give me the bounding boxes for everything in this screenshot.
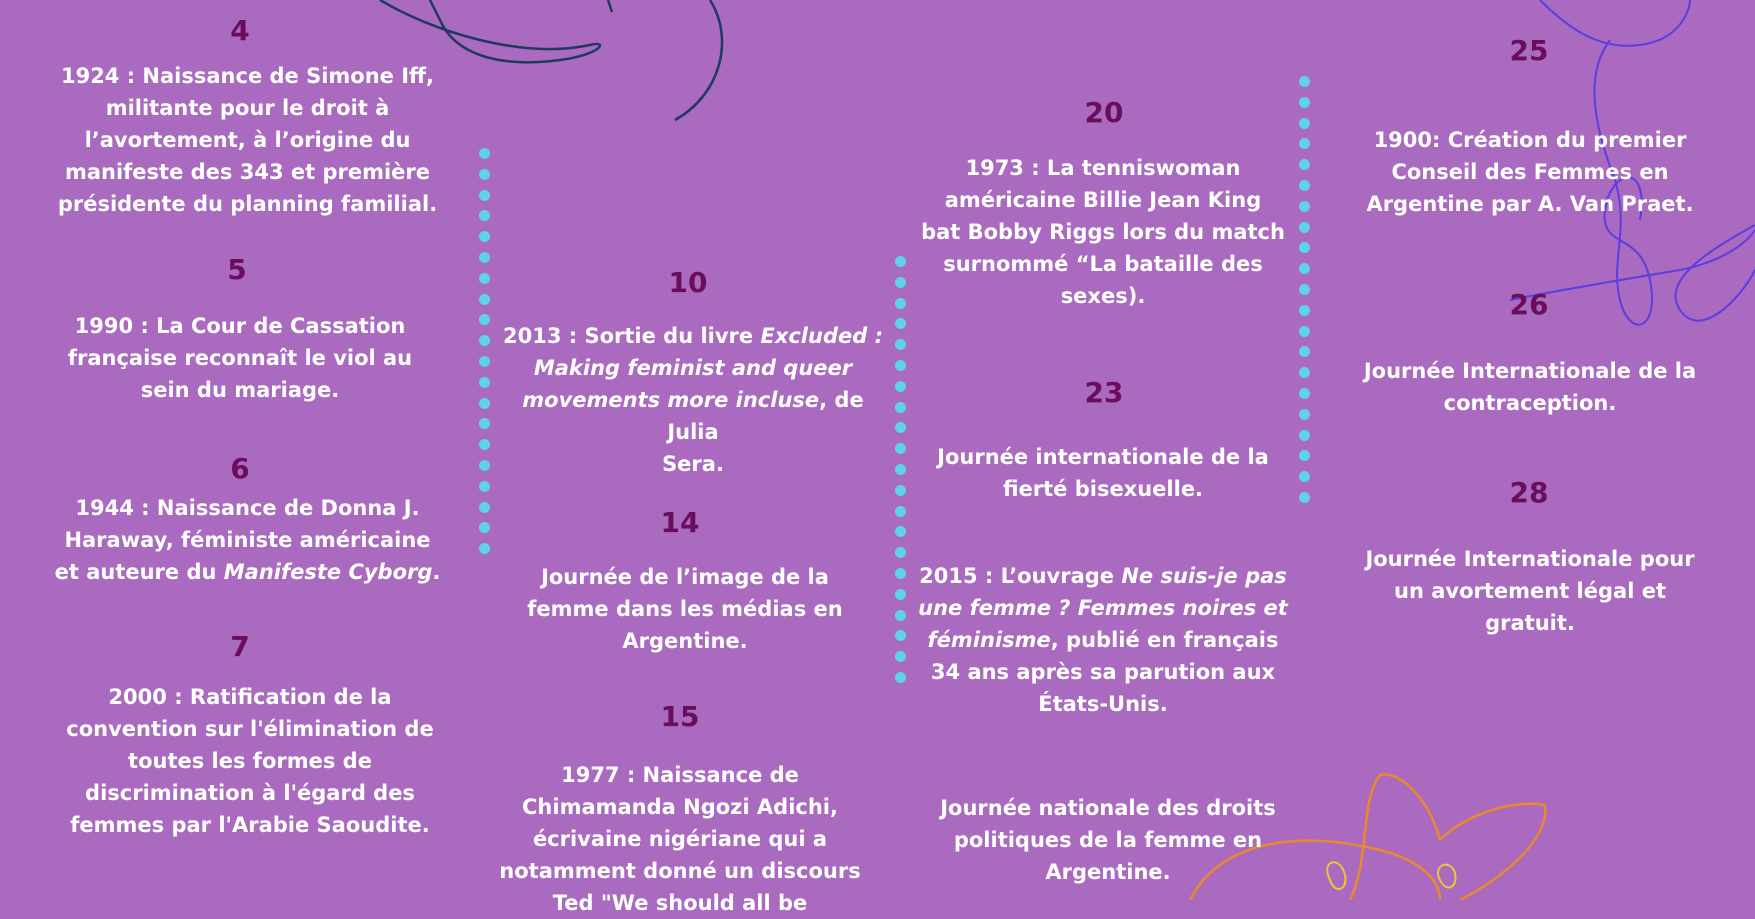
event-line — [50, 60, 445, 92]
text-run: discrimination à l'égard des — [85, 781, 415, 805]
text-run: 1900: Création du premier — [1373, 128, 1687, 152]
day-number: 5 — [227, 253, 247, 286]
italic-title-run: Excluded : — [760, 324, 883, 348]
event-line — [918, 441, 1288, 473]
italic-title-run: féminisme — [927, 628, 1051, 652]
text-run: convention sur l'élimination de — [66, 717, 434, 741]
text-run: 2000 : Ratification de la — [108, 685, 392, 709]
text-run: Journée Internationale pour — [1365, 547, 1695, 571]
text-run: américaine Billie Jean King — [944, 188, 1262, 212]
separator-dot — [1299, 326, 1310, 337]
separator-dot — [1299, 201, 1310, 212]
separator-dot — [479, 294, 490, 305]
separator-dot — [1299, 76, 1310, 87]
separator-dot — [895, 568, 906, 579]
text-run: Journée de l’image de la — [541, 565, 829, 589]
event-line — [498, 352, 888, 384]
event-text — [1360, 124, 1700, 220]
separator-dot — [1299, 305, 1310, 316]
text-run: Journée nationale des droits — [940, 796, 1276, 820]
separator-dot — [895, 402, 906, 413]
event-text — [50, 310, 430, 406]
separator-dot — [479, 439, 490, 450]
text-run: et auteure du — [54, 560, 224, 584]
day-number: 4 — [230, 14, 250, 47]
event-line — [505, 593, 865, 625]
separator-dot — [895, 277, 906, 288]
separator-dot — [1299, 263, 1310, 274]
separator-dot — [479, 418, 490, 429]
event-text — [495, 759, 865, 919]
day-number: 28 — [1509, 476, 1549, 509]
separator-dot — [479, 148, 490, 159]
event-line — [505, 625, 865, 657]
italic-title-run: une femme ? Femmes noires et — [918, 596, 1288, 620]
event-line — [1360, 387, 1700, 419]
text-run: Argentine par A. Van Praet. — [1366, 192, 1694, 216]
event-line — [50, 681, 450, 713]
separator-dot — [1299, 242, 1310, 253]
event-line — [1360, 607, 1700, 639]
event-line — [50, 492, 445, 524]
separator-dot — [1299, 138, 1310, 149]
separator-dot — [895, 526, 906, 537]
event-line — [50, 777, 450, 809]
text-run: Argentine. — [1045, 860, 1171, 884]
separator-dot — [479, 460, 490, 471]
event-line — [1360, 575, 1700, 607]
separator-dot — [895, 256, 906, 267]
event-line — [50, 809, 450, 841]
text-run: sexes). — [1060, 284, 1146, 308]
separator-dot — [895, 547, 906, 558]
separator-dot — [895, 381, 906, 392]
separator-dot — [895, 422, 906, 433]
event-text — [50, 60, 445, 220]
separator-dot — [479, 502, 490, 513]
text-run: 1924 : Naissance de Simone Iff, — [60, 64, 435, 88]
day-number: 25 — [1509, 34, 1549, 67]
separator-dot — [479, 522, 490, 533]
text-run: Conseil des Femmes en — [1391, 160, 1669, 184]
separator-dot — [479, 273, 490, 284]
italic-title-run: Manifeste Cyborg — [223, 560, 433, 584]
event-line — [50, 374, 430, 406]
text-run: un avortement légal et — [1394, 579, 1666, 603]
separator-dot — [479, 377, 490, 388]
event-line — [1360, 188, 1700, 220]
event-line — [50, 524, 445, 556]
separator-dot — [479, 481, 490, 492]
separator-dot — [1299, 367, 1310, 378]
text-run: sein du mariage. — [140, 378, 340, 402]
event-line — [928, 792, 1288, 824]
separator-dot — [479, 314, 490, 325]
separator-dot — [479, 335, 490, 346]
day-number: 26 — [1509, 288, 1549, 321]
text-run: Argentine. — [622, 629, 748, 653]
text-run: 1973 : La tenniswoman — [965, 156, 1241, 180]
separator-dot — [895, 464, 906, 475]
event-line — [50, 156, 445, 188]
separator-dot — [895, 443, 906, 454]
separator-dot — [1299, 388, 1310, 399]
separator-dot — [1299, 492, 1310, 503]
separator-dot — [895, 630, 906, 641]
separator-dot — [479, 398, 490, 409]
event-text — [928, 792, 1288, 888]
event-line — [50, 556, 445, 588]
text-run: Journée Internationale de la — [1363, 359, 1697, 383]
event-line — [498, 384, 888, 448]
text-run: 34 ans après sa parution aux — [930, 660, 1276, 684]
text-run: contraception. — [1443, 391, 1617, 415]
event-line — [498, 448, 888, 480]
separator-dot — [895, 506, 906, 517]
text-run: 1990 : La Cour de Cassation — [74, 314, 406, 338]
event-line — [918, 688, 1288, 720]
day-number: 15 — [660, 700, 700, 733]
event-text — [505, 561, 865, 657]
event-text — [918, 441, 1288, 505]
separator-dot — [479, 356, 490, 367]
event-line — [918, 656, 1288, 688]
event-line — [498, 320, 888, 352]
text-run: Ted "We should all be — [552, 891, 808, 915]
separator-dot — [895, 485, 906, 496]
separator-dot — [1299, 222, 1310, 233]
text-run: 1944 : Naissance de Donna J. — [75, 496, 420, 520]
text-run: notamment donné un discours — [499, 859, 861, 883]
separator-dot — [1299, 471, 1310, 482]
separator-dot — [895, 360, 906, 371]
text-run: 1977 : Naissance de — [561, 763, 799, 787]
day-number: 14 — [660, 506, 700, 539]
day-number: 7 — [230, 630, 250, 663]
event-line — [1360, 355, 1700, 387]
day-number: 10 — [668, 266, 708, 299]
text-run: écrivaine nigériane qui a — [532, 827, 828, 851]
event-text — [918, 560, 1288, 720]
event-line — [918, 152, 1288, 184]
separator-dot — [1299, 409, 1310, 420]
text-run: , publié en français — [1050, 628, 1279, 652]
event-line — [918, 473, 1288, 505]
italic-title-run: Making feminist and queer — [533, 356, 853, 380]
event-line — [495, 759, 865, 791]
event-line — [50, 188, 445, 220]
separator-dot — [479, 190, 490, 201]
separator-dot — [1299, 118, 1310, 129]
text-run: militante pour le droit à — [105, 96, 390, 120]
separator-dot — [895, 651, 906, 662]
event-line — [50, 310, 430, 342]
text-run: 2015 : L’ouvrage — [919, 564, 1122, 588]
event-line — [928, 856, 1288, 888]
text-run: Sera. — [662, 452, 724, 476]
event-text — [1360, 355, 1700, 419]
event-line — [495, 887, 865, 919]
event-line — [928, 824, 1288, 856]
event-text — [1360, 543, 1700, 639]
separator-dot — [1299, 97, 1310, 108]
event-line — [918, 216, 1288, 248]
separator-dot — [1299, 284, 1310, 295]
text-run: gratuit. — [1485, 611, 1575, 635]
separator-dot — [1299, 430, 1310, 441]
event-line — [495, 855, 865, 887]
text-run: présidente du planning familial. — [57, 192, 438, 216]
text-run: États-Unis. — [1038, 692, 1168, 716]
event-line — [918, 184, 1288, 216]
event-line — [1360, 156, 1700, 188]
separator-dot — [1299, 346, 1310, 357]
text-run: bat Bobby Riggs lors du match — [921, 220, 1285, 244]
event-line — [918, 592, 1288, 624]
text-run: politiques de la femme en — [953, 828, 1263, 852]
event-line — [1360, 124, 1700, 156]
text-run: l’avortement, à l’origine du — [84, 128, 411, 152]
text-run: femme dans les médias en — [527, 597, 843, 621]
event-line — [918, 560, 1288, 592]
day-number: 6 — [230, 452, 250, 485]
italic-title-run: movements more incluse — [522, 388, 820, 412]
text-run: femmes par l'Arabie Saoudite. — [70, 813, 430, 837]
text-run: Chimamanda Ngozi Adichi, — [522, 795, 838, 819]
event-line — [918, 248, 1288, 280]
separator-dot — [479, 210, 490, 221]
event-line — [1360, 543, 1700, 575]
day-number: 20 — [1084, 96, 1124, 129]
event-line — [918, 280, 1288, 312]
text-run: , de Julia — [667, 388, 864, 444]
text-run: fierté bisexuelle. — [1002, 477, 1204, 501]
separator-dot — [479, 543, 490, 554]
text-run: Journée internationale de la — [937, 445, 1269, 469]
event-line — [50, 745, 450, 777]
separator-dot — [1299, 159, 1310, 170]
event-line — [50, 92, 445, 124]
event-line — [918, 624, 1288, 656]
italic-title-run: Ne suis-je pas — [1121, 564, 1287, 588]
separator-dot — [895, 672, 906, 683]
text-run: française reconnaît le viol au — [67, 346, 413, 370]
separator-dot — [1299, 450, 1310, 461]
event-line — [495, 823, 865, 855]
event-text — [918, 152, 1288, 312]
separator-dot — [895, 298, 906, 309]
text-run: 2013 : Sortie du livre — [503, 324, 761, 348]
event-text — [50, 681, 450, 841]
day-number: 23 — [1084, 376, 1124, 409]
text-run: . — [432, 560, 441, 584]
event-line — [505, 561, 865, 593]
event-line — [495, 791, 865, 823]
separator-dot — [895, 610, 906, 621]
text-run: manifeste des 343 et première — [64, 160, 431, 184]
separator-dot — [895, 589, 906, 600]
text-run: Haraway, féministe américaine — [64, 528, 431, 552]
separator-dot — [895, 318, 906, 329]
separator-dot — [479, 252, 490, 263]
separator-dot — [895, 339, 906, 350]
event-line — [50, 124, 445, 156]
event-line — [50, 342, 430, 374]
separator-dot — [479, 169, 490, 180]
separator-dot — [479, 231, 490, 242]
event-text — [50, 492, 445, 588]
text-run: surnommé “La bataille des — [943, 252, 1263, 276]
event-line — [50, 713, 450, 745]
event-text — [498, 320, 888, 480]
separator-dot — [1299, 180, 1310, 191]
text-run: toutes les formes de — [128, 749, 372, 773]
